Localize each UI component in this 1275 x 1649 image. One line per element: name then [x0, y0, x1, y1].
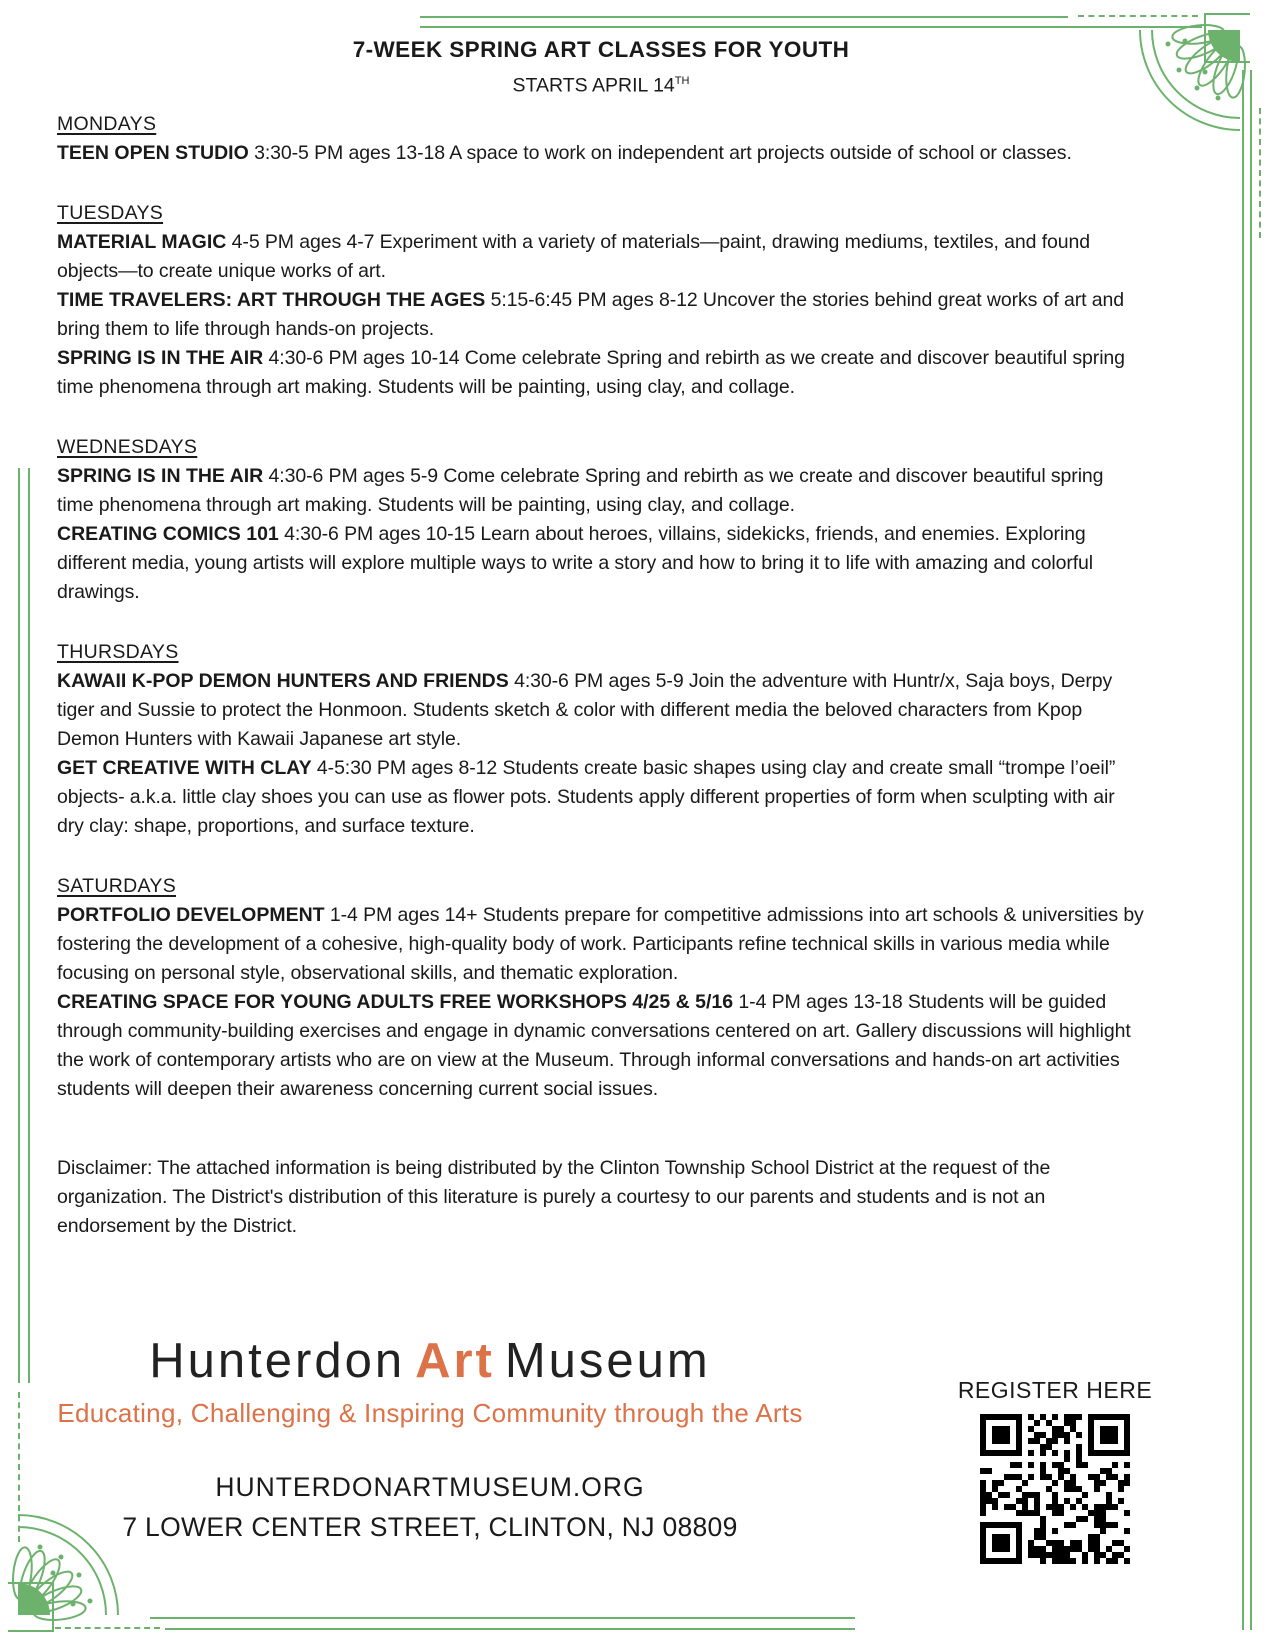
class-entry	[57, 344, 1145, 402]
class-entry	[57, 988, 1145, 1104]
class-name: TEEN OPEN STUDIO	[57, 141, 249, 164]
register-qr-code	[980, 1414, 1130, 1564]
day-heading: THURSDAYS	[57, 640, 179, 663]
class-name: CREATING COMICS 101	[57, 522, 279, 545]
class-entry	[57, 520, 1145, 607]
class-desc: 4-5:30 PM ages 8-12 Students create basic shapes using clay and create small “trompe l’oeil” objects- a.k.a. little clay shoes you can use as flower pots. Students apply different properties of form when sculpting with air dry clay: shape, proportions, and surface texture.	[57, 756, 1116, 837]
frame-top-line-2	[420, 26, 1202, 28]
class-name: CREATING SPACE FOR YOUNG ADULTS FREE WORKSHOPS 4/25 & 5/16	[57, 990, 734, 1013]
registration-block	[930, 1376, 1180, 1564]
day-heading: SATURDAYS	[57, 874, 176, 897]
day-section	[57, 641, 1145, 841]
subtitle-ordinal: TH	[674, 75, 690, 87]
day-classes	[57, 139, 1145, 168]
flyer-content	[57, 36, 1145, 1260]
class-entry	[57, 228, 1145, 286]
logo-word-art: Art	[415, 1334, 495, 1388]
day-section	[57, 202, 1145, 402]
class-name: MATERIAL MAGIC	[57, 230, 227, 253]
class-entry	[57, 462, 1145, 520]
schedule	[57, 113, 1145, 1104]
class-entry	[57, 667, 1145, 754]
logo-word-hunterdon: Hunterdon	[149, 1334, 406, 1388]
class-desc: 1-4 PM ages 14+ Students prepare for competitive admissions into art schools & universities by fostering the development of a cohesive, high-quality body of work. Participants refine technical skills in various media while focusing on personal style, observational skills, and thematic exploration.	[57, 903, 1144, 984]
class-desc: 5:15-6:45 PM ages 8-12 Uncover the stories behind great works of art and bring them to life through hands-on projects.	[57, 288, 1125, 340]
subtitle-text: STARTS APRIL 14	[512, 74, 675, 97]
frame-right-dash	[1259, 108, 1261, 238]
frame-right-line-2	[1250, 70, 1252, 1630]
class-desc: 4:30-6 PM ages 5-9 Come celebrate Spring and rebirth as we create and discover beautiful spring time phenomena through art making. Students will be painting, using clay, and collage.	[57, 464, 1104, 516]
frame-right-line-1	[1242, 70, 1244, 1630]
day-heading: TUESDAYS	[57, 201, 164, 224]
class-entry	[57, 754, 1145, 841]
day-classes	[57, 667, 1145, 841]
class-desc: 1-4 PM ages 13-18 Students will be guided through community-building exercises and engage in dynamic conversations centered on art. Gallery discussions will highlight the work of contemporary artists who are on view at the Museum. Through informal conversations and hands-on art activities students will deepen their awareness concerning current social issues.	[57, 990, 1131, 1100]
disclaimer-text: Disclaimer: The attached information is being distributed by the Clinton Township School District at the request of the organization. The District's distribution of this literature is purely a courtesy to our parents and students and is not an endorsement by the District.	[57, 1156, 1051, 1237]
class-entry	[57, 286, 1145, 344]
register-here-label: REGISTER HERE	[957, 1377, 1153, 1403]
frame-left-line-2	[28, 468, 30, 1383]
day-heading: WEDNESDAYS	[57, 435, 198, 458]
class-entry	[57, 139, 1145, 168]
class-desc: 3:30-5 PM ages 13-18 A space to work on independent art projects outside of school or classes.	[248, 141, 1072, 164]
logo-word-museum: Museum	[504, 1334, 711, 1388]
day-classes	[57, 901, 1145, 1104]
class-name: GET CREATIVE WITH CLAY	[57, 756, 312, 779]
class-desc: 4:30-6 PM ages 10-15 Learn about heroes, villains, sidekicks, friends, and enemies. Exploring different media, young artists will explore multiple ways to write a story and how to bring it to life with amazing and colorful drawings.	[57, 522, 1094, 603]
class-entry	[57, 901, 1145, 988]
museum-footer	[50, 1333, 810, 1543]
class-desc: 4:30-6 PM ages 10-14 Come celebrate Spring and rebirth as we create and discover beautiful spring time phenomena through art making. Students will be painting, using clay, and collage.	[57, 346, 1125, 398]
class-name: KAWAII K-POP DEMON HUNTERS AND FRIENDS	[57, 669, 509, 692]
class-desc: 4-5 PM ages 4-7 Experiment with a variety of materials—paint, drawing mediums, textiles, and found objects—to create unique works of art.	[57, 230, 1091, 282]
museum-address: 7 LOWER CENTER STREET, CLINTON, NJ 08809	[122, 1512, 738, 1542]
frame-top-line-1	[420, 16, 1068, 18]
page-title: 7-WEEK SPRING ART CLASSES FOR YOUTH	[352, 37, 850, 62]
page-subtitle	[57, 69, 1145, 99]
day-section	[57, 875, 1145, 1104]
class-name: SPRING IS IN THE AIR	[57, 464, 264, 487]
class-name: PORTFOLIO DEVELOPMENT	[57, 903, 325, 926]
frame-left-line-1	[18, 468, 20, 1383]
day-section	[57, 113, 1145, 168]
museum-tagline: Educating, Challenging & Inspiring Community through the Arts	[57, 1398, 803, 1428]
day-section	[57, 436, 1145, 607]
hunterdon-art-museum-logo	[50, 1333, 810, 1389]
day-heading: MONDAYS	[57, 112, 157, 135]
day-classes	[57, 462, 1145, 607]
frame-bottom-line-1	[150, 1617, 855, 1619]
day-classes	[57, 228, 1145, 402]
class-desc: 4:30-6 PM ages 5-9 Join the adventure with Huntr/x, Saja boys, Derpy tiger and Sussie to protect the Honmoon. Students sketch & color with different media the beloved characters from Kpop Demon Hunters with Kawaii Japanese art style.	[57, 669, 1113, 750]
class-name: SPRING IS IN THE AIR	[57, 346, 264, 369]
class-name: TIME TRAVELERS: ART THROUGH THE AGES	[57, 288, 486, 311]
frame-bottom-line-2	[165, 1628, 855, 1630]
museum-website: HUNTERDONARTMUSEUM.ORG	[215, 1472, 645, 1502]
